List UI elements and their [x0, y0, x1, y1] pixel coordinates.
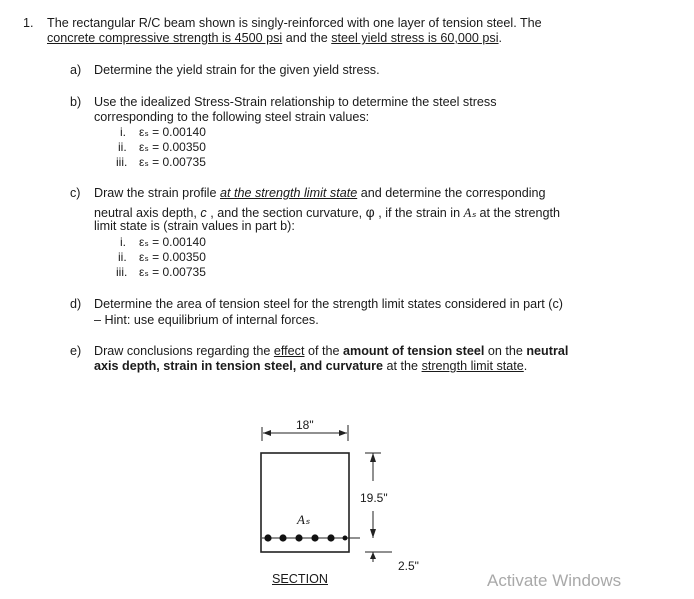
rebar — [311, 534, 318, 541]
rebar — [264, 534, 271, 541]
part-c-item-numeral: iii. — [116, 265, 128, 279]
part-b-item-numeral: ii. — [118, 140, 127, 154]
cover-label: 2.5" — [398, 559, 419, 573]
rebar — [343, 536, 348, 541]
text-span: Draw conclusions regarding the — [94, 344, 274, 358]
text-span: at the strength — [476, 206, 561, 220]
steel-yield-text: steel yield stress is 60,000 psi — [331, 31, 499, 45]
bold-term: neutral — [526, 344, 569, 358]
text-span: , and the section curvature, — [206, 206, 366, 220]
part-c-label: c) — [70, 186, 81, 200]
text-span: , if the strain in — [374, 206, 464, 220]
part-d-line2: – Hint: use equilibrium of internal forces. — [94, 313, 319, 327]
effect-emphasis: effect — [273, 344, 305, 358]
depth-arrow-top — [370, 453, 376, 462]
width-label: 18" — [296, 418, 314, 432]
part-c-item-strain: εₛ = 0.00140 — [139, 235, 206, 249]
depth-label: 19.5" — [360, 491, 388, 505]
text-span: neutral axis depth, — [94, 206, 201, 220]
period: . — [498, 31, 503, 45]
part-d-line1: Determine the area of tension steel for the strength limit states considered in part (c) — [94, 297, 563, 311]
question-intro-line1: The rectangular R/C beam shown is singly-reinforced with one layer of tension steel. The — [47, 16, 542, 30]
part-b-item-strain: εₛ = 0.00140 — [139, 125, 206, 139]
concrete-strength-text: concrete compressive strength is 4500 psi — [47, 31, 283, 45]
text-span: and determine the corresponding — [357, 186, 546, 200]
figure-caption: SECTION — [272, 572, 328, 586]
part-c-item-numeral: i. — [120, 235, 126, 249]
text-span: on the — [484, 344, 527, 358]
part-a-label: a) — [70, 63, 82, 77]
part-b-item-numeral: iii. — [116, 155, 128, 169]
strength-limit-underlined: strength limit state — [421, 359, 524, 373]
cover-arrow — [370, 552, 376, 559]
connector-text: and the — [282, 31, 332, 45]
rebar — [295, 534, 302, 541]
part-b-line2: corresponding to the following steel strain values: — [94, 110, 370, 124]
rebar — [327, 534, 334, 541]
text-span: of the — [304, 344, 343, 358]
symbol-phi: φ — [365, 204, 375, 220]
activate-windows-watermark: Activate Windows — [487, 571, 622, 590]
part-c-item-strain: εₛ = 0.00350 — [139, 250, 206, 264]
question-number: 1. — [23, 16, 34, 30]
part-c-item-numeral: ii. — [118, 250, 127, 264]
bold-term: axis depth, strain in tension steel, and curvature — [94, 359, 384, 373]
depth-arrow-bottom — [370, 529, 376, 538]
text-span: Draw the strain profile — [94, 186, 220, 200]
part-d-label: d) — [70, 297, 82, 311]
part-c-line3: limit state is (strain values in part b): — [94, 219, 295, 233]
period: . — [523, 359, 528, 373]
steel-area-label: Aₛ — [297, 512, 310, 527]
bold-term: amount of tension steel — [343, 344, 485, 358]
beam-outline — [261, 453, 349, 552]
width-arrow-right — [339, 430, 347, 436]
part-a-text: Determine the yield strain for the given yield stress. — [94, 63, 380, 77]
symbol-c: c — [200, 206, 207, 220]
text-span: at the — [383, 359, 422, 373]
rebar — [279, 534, 286, 541]
part-b-item-numeral: i. — [120, 125, 126, 139]
part-c-item-strain: εₛ = 0.00735 — [139, 265, 206, 279]
part-b-label: b) — [70, 95, 82, 109]
part-b-line1: Use the idealized Stress-Strain relationship to determine the steel stress — [94, 95, 497, 109]
part-e-label: e) — [70, 344, 82, 358]
part-b-item-strain: εₛ = 0.00735 — [139, 155, 206, 169]
width-arrow-left — [263, 430, 271, 436]
symbol-as: Aₛ — [463, 206, 477, 220]
strength-limit-emphasis: at the strength limit state — [220, 186, 358, 200]
part-b-item-strain: εₛ = 0.00350 — [139, 140, 206, 154]
